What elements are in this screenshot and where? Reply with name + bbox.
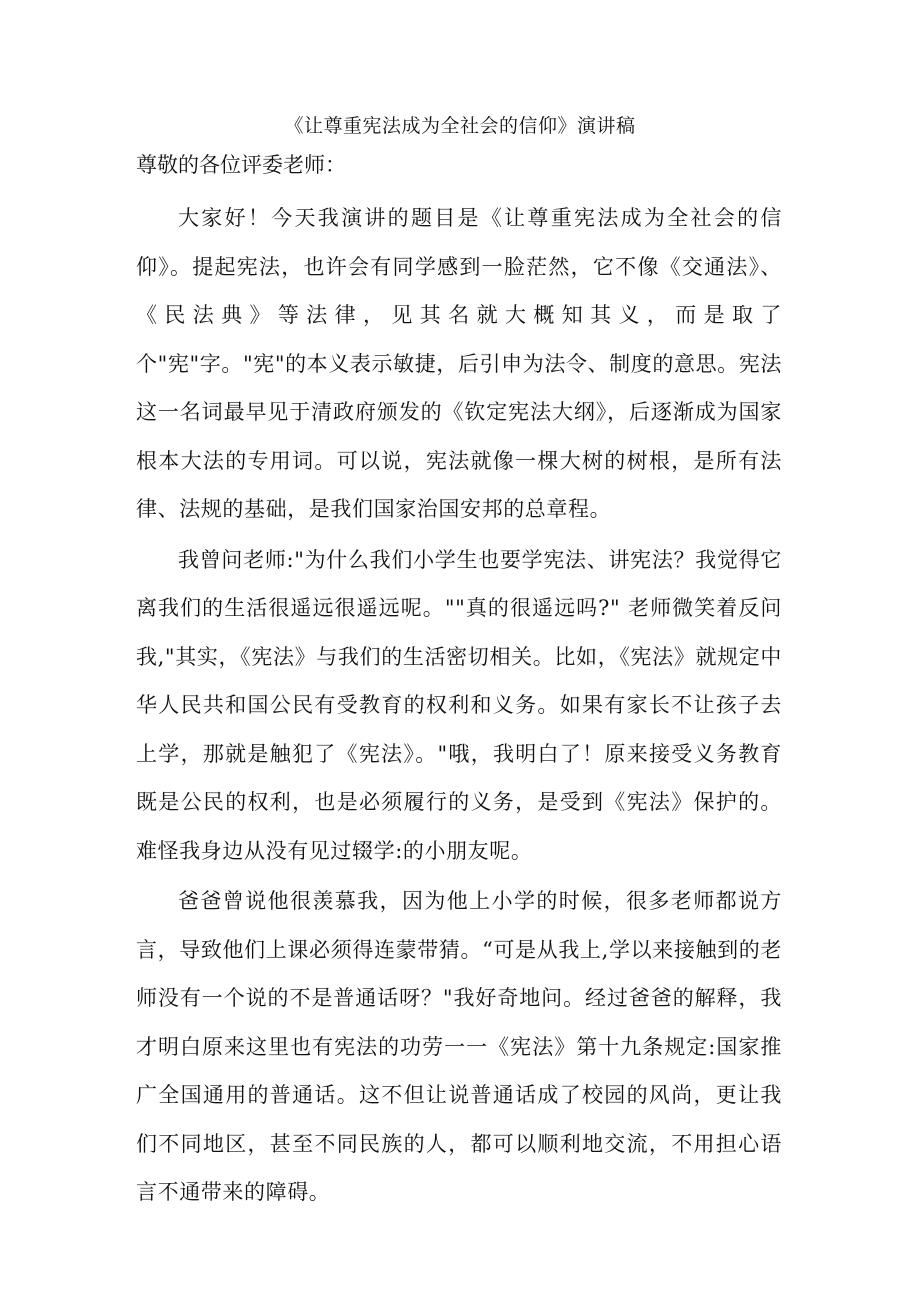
paragraph-2: 我曾问老师:"为什么我们小学生也要学宪法、讲宪法？我觉得它离我们的生活很遥远很遥远呢。""真的很遥远吗?" 老师微笑着反问我,"其实，《宪法》与我们的生活密切相关。比如，《宪法》就规定中华人民共和国公民有受教育的权利和义务。如果有家长不让孩子去上学，那就是触犯了《宪法》。"哦，我明白了！原来接受义务教育既是公民的权利，也是必须履行的义务，是受到《宪法》保护的。难怪我身边从没有见过辍学:的小朋友呢。	[136, 547, 782, 863]
paragraph-1: 大家好！今天我演讲的题目是《让尊重宪法成为全社会的信仰》。提起宪法，也许会有同学感到一脸茫然，它不像《交通法》、《民法典》等法律，见其名就大概知其义，而是取了个"宪"字。"宪"的本义表示敏捷，后引申为法令、制度的意思。宪法这一名词最早见于清政府颁发的《钦定宪法大纲》，后逐渐成为国家根本大法的专用词。可以说，宪法就像一棵大树的树根，是所有法律、法规的基础，是我们国家治国安邦的总章程。	[136, 206, 782, 521]
paragraph-3: 爸爸曾说他很羡慕我，因为他上小学的时候，很多老师都说方言，导致他们上课必须得连蒙带猜。“可是从我上,学以来接触到的老师没有一个说的不是普通话呀？"我好奇地问。经过爸爸的解释，我才明白原来这里也有宪法的功劳一一《宪法》第十九条规定:国家推广全国通用的普通话。这不但让说普通话成了校园的风尚，更让我们不同地区，甚至不同民族的人，都可以顺利地交流，不用担心语言不通带来的障碍。	[136, 889, 782, 1204]
speech-body	[136, 194, 782, 1219]
salutation: 尊敬的各位评委老师：	[136, 153, 346, 177]
document-title: 《让尊重宪法成为全社会的信仰》演讲稿	[284, 115, 636, 137]
